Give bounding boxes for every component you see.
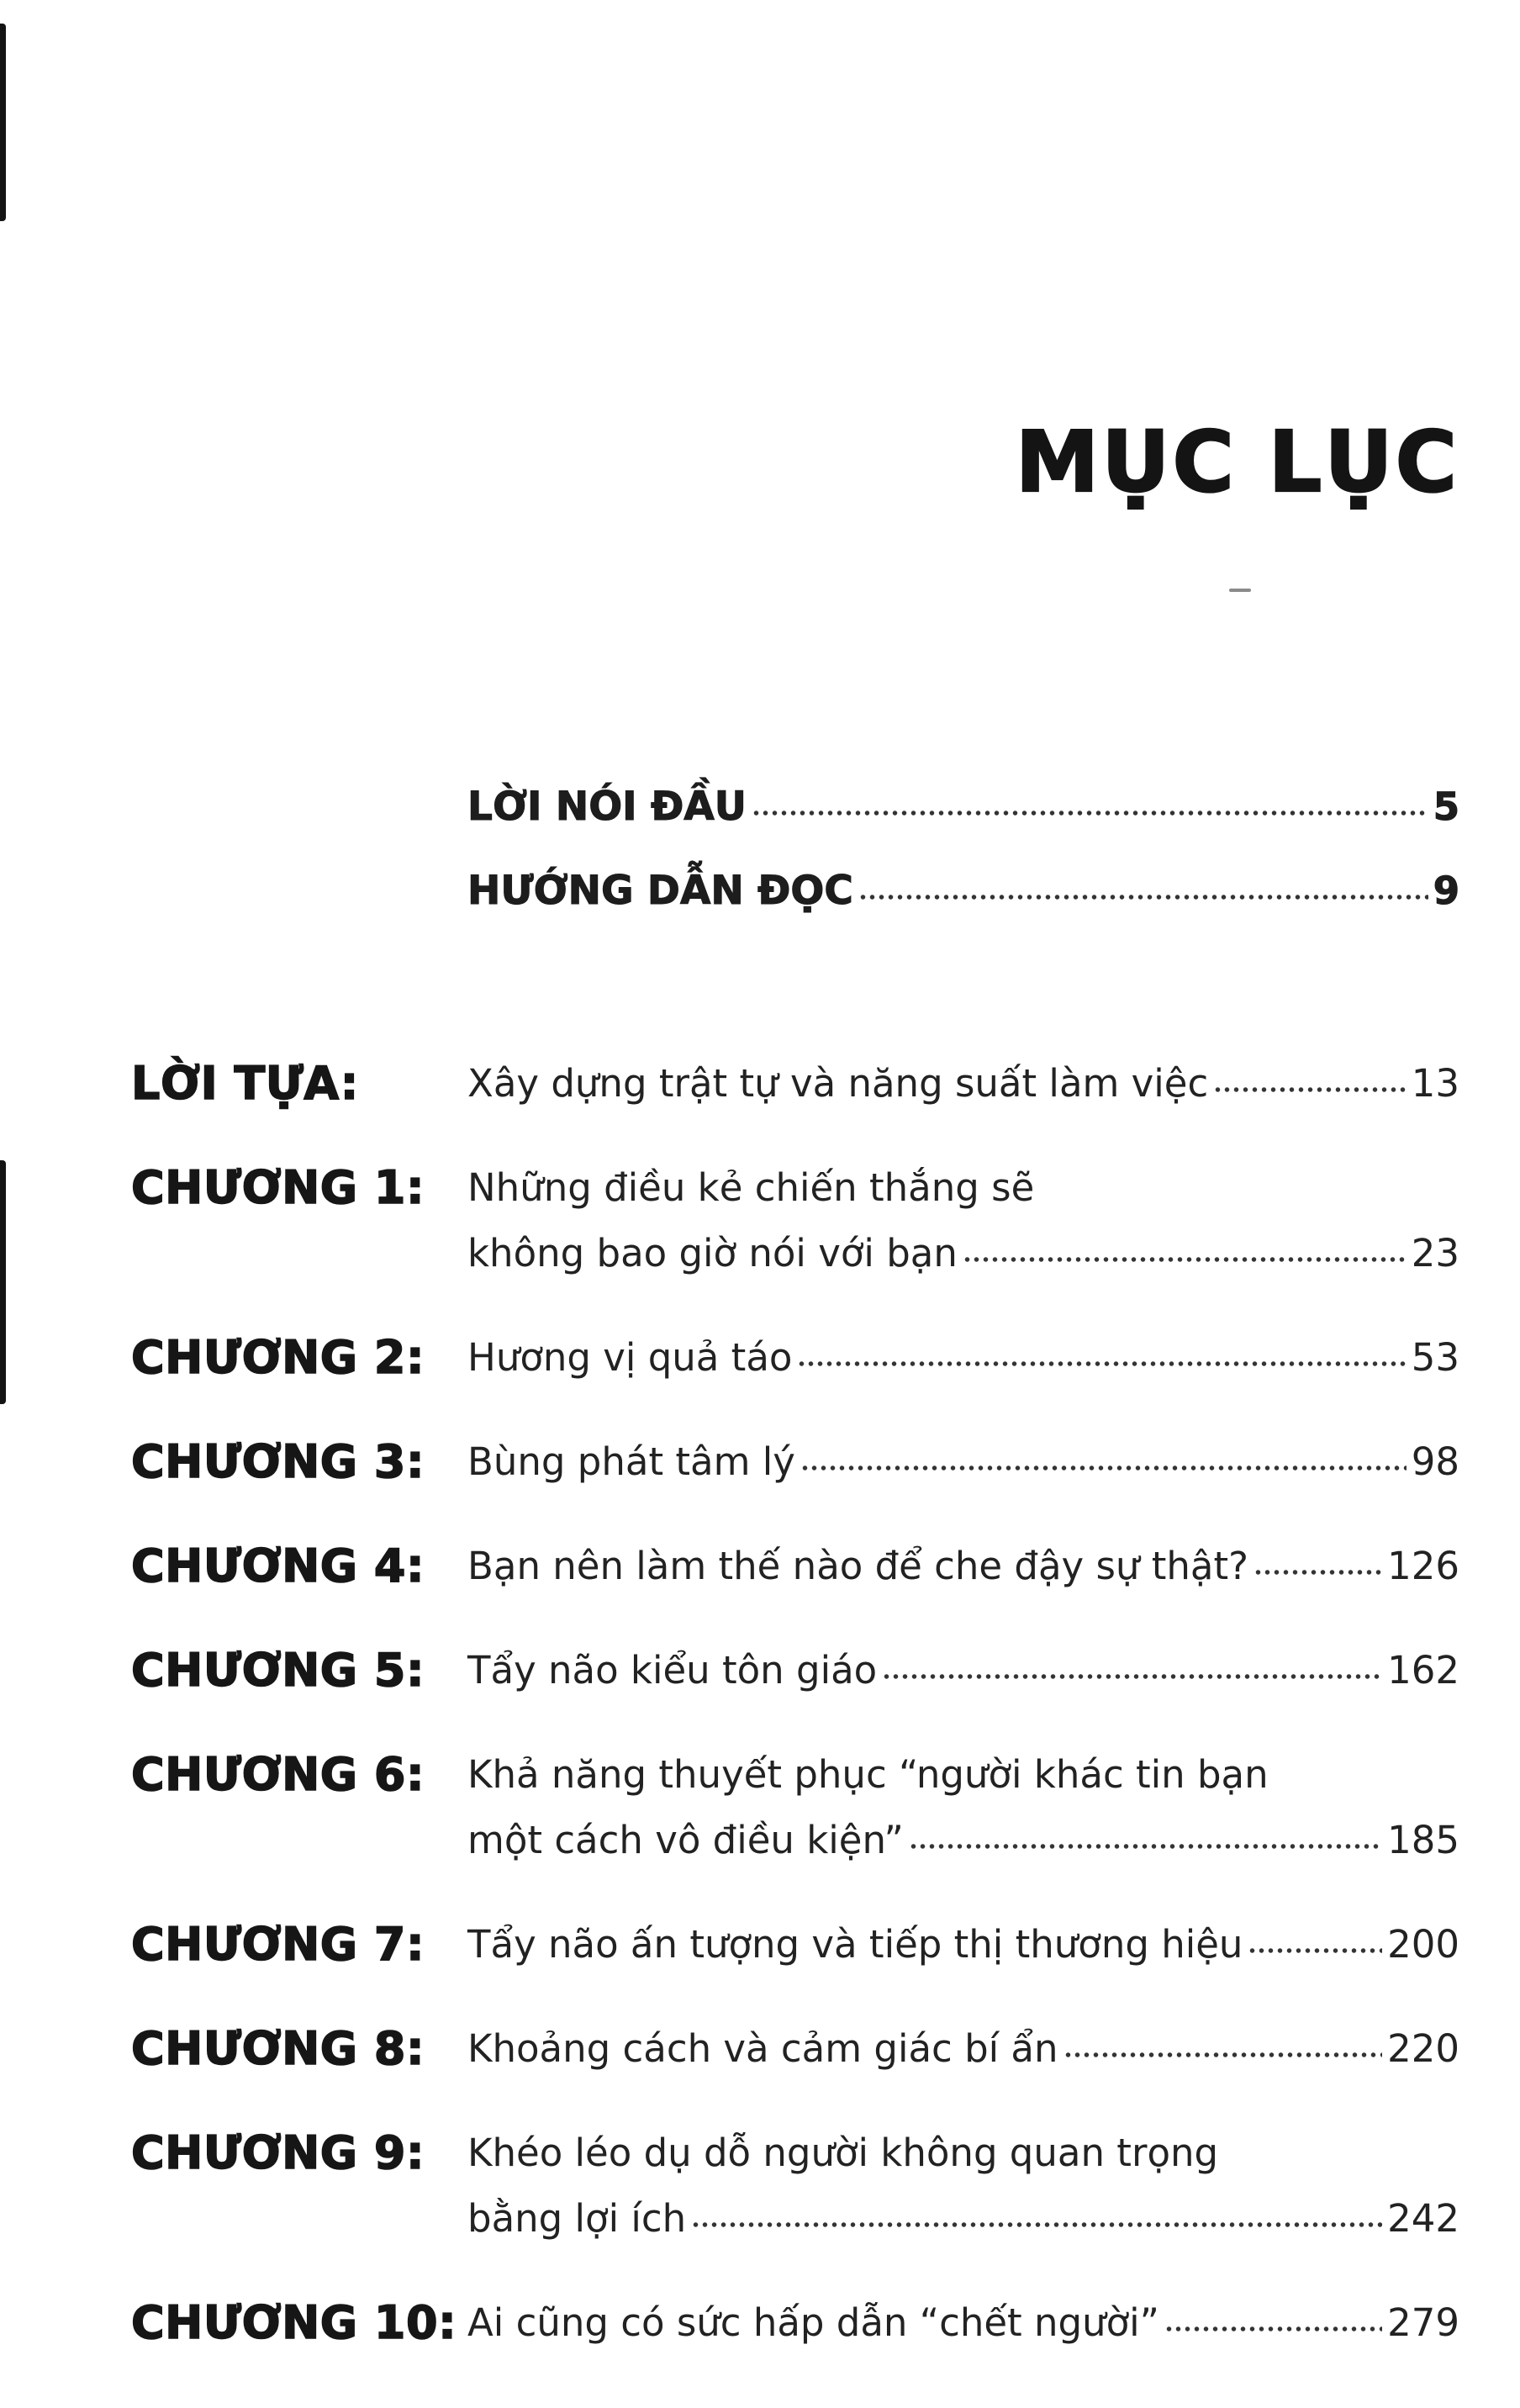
toc-entry xyxy=(131,2290,1459,2356)
entry-title: Ai cũng có sức hấp dẫn “chết người” xyxy=(467,2300,1159,2345)
toc-entry xyxy=(131,2016,1459,2082)
entry-content xyxy=(467,1534,1459,1599)
entry-line xyxy=(467,1155,1459,1221)
dot-leader xyxy=(797,1345,1406,1370)
chapter-label: CHƯƠNG 1: xyxy=(131,1161,425,1214)
toc-entry xyxy=(131,1638,1459,1703)
toc-entry xyxy=(467,866,1459,916)
page-number: 220 xyxy=(1387,2026,1459,2071)
entry-content xyxy=(467,1155,1459,1286)
page-number: 185 xyxy=(1387,1818,1459,1862)
chapter-label: CHƯƠNG 2: xyxy=(131,1331,425,1384)
entry-content xyxy=(467,1051,1459,1117)
entry-line xyxy=(467,2120,1459,2186)
entry-line xyxy=(467,1742,1459,1808)
dot-leader xyxy=(1253,1554,1382,1579)
entry-title: một cách vô điều kiện” xyxy=(467,1818,904,1862)
page-number: 23 xyxy=(1411,1231,1459,1275)
dot-leader xyxy=(1063,2036,1383,2062)
entry-title: Tẩy não kiểu tôn giáo xyxy=(467,1648,878,1692)
chapter-label: CHƯƠNG 10: xyxy=(131,2296,457,2349)
front-matter xyxy=(467,782,1459,916)
entry-title: LỜI NÓI ĐẦU xyxy=(467,784,747,830)
dot-leader xyxy=(691,2206,1382,2231)
dot-leader xyxy=(1164,2310,1382,2336)
dot-leader xyxy=(909,1828,1382,1853)
entry-title: Khả năng thuyết phục “người khác tin bạn xyxy=(467,1752,1269,1797)
toc-entry xyxy=(131,1534,1459,1599)
chapter-label: LỜI TỰA: xyxy=(131,1057,359,1110)
entry-line xyxy=(467,1051,1459,1117)
entry-content xyxy=(467,1638,1459,1703)
page-number: 200 xyxy=(1387,1922,1459,1967)
entry-content xyxy=(467,1429,1459,1495)
scan-edge-artifact xyxy=(0,1160,6,1404)
page-number: 162 xyxy=(1387,1648,1459,1692)
dot-leader xyxy=(963,1241,1407,1266)
entry-content xyxy=(467,2120,1459,2252)
chapter-label: CHƯƠNG 7: xyxy=(131,1918,425,1971)
toc-entry xyxy=(131,2120,1459,2252)
entry-line xyxy=(467,1808,1459,1873)
dot-leader xyxy=(752,795,1428,820)
entry-title: HƯỚNG DẪN ĐỌC xyxy=(467,868,853,914)
toc-entry xyxy=(131,1742,1459,1873)
toc-entry xyxy=(131,1912,1459,1978)
entry-content xyxy=(467,2016,1459,2082)
dot-leader xyxy=(800,1450,1407,1475)
chapter-label: CHƯƠNG 4: xyxy=(131,1539,425,1592)
toc-entry xyxy=(131,1155,1459,1286)
chapter-label: CHƯƠNG 6: xyxy=(131,1748,425,1801)
entry-line xyxy=(467,1221,1459,1286)
entry-line xyxy=(467,2016,1459,2082)
entry-line xyxy=(467,1638,1459,1703)
entry-title: Khéo léo dụ dỗ người không quan trọng xyxy=(467,2131,1219,2175)
page-number: 5 xyxy=(1433,784,1459,829)
page-title: MỤC LỤC xyxy=(1015,413,1459,511)
page-number: 279 xyxy=(1387,2300,1459,2345)
entry-line xyxy=(467,2290,1459,2356)
entry-line xyxy=(467,1325,1459,1391)
entry-line xyxy=(467,2186,1459,2252)
entry-line xyxy=(467,1429,1459,1495)
entry-title: Những điều kẻ chiến thắng sẽ xyxy=(467,1165,1035,1210)
dot-leader xyxy=(882,1658,1382,1683)
chapter-list xyxy=(131,1051,1459,2356)
toc-content xyxy=(131,413,1459,2395)
dot-leader xyxy=(1248,1932,1382,1957)
page-number: 9 xyxy=(1433,869,1459,913)
entry-content xyxy=(467,2290,1459,2356)
entry-title: Bùng phát tâm lý xyxy=(467,1439,795,1484)
entry-title: không bao giờ nói với bạn xyxy=(467,1231,958,1275)
scan-edge-artifact xyxy=(0,24,6,221)
page-number: 242 xyxy=(1387,2196,1459,2241)
entry-line xyxy=(467,1534,1459,1599)
chapter-label: CHƯƠNG 3: xyxy=(131,1435,425,1488)
entry-content xyxy=(467,1912,1459,1978)
toc-entry xyxy=(131,1051,1459,1117)
entry-content xyxy=(467,1742,1459,1873)
entry-title: Xây dựng trật tự và năng suất làm việc xyxy=(467,1061,1209,1106)
dot-leader xyxy=(858,879,1428,904)
entry-title: Bạn nên làm thế nào để che đậy sự thật? xyxy=(467,1544,1249,1588)
page-number: 126 xyxy=(1387,1544,1459,1588)
dot-leader xyxy=(1213,1071,1407,1096)
toc-entry xyxy=(467,782,1459,832)
entry-title: bằng lợi ích xyxy=(467,2196,687,2241)
entry-title: Hương vị quả táo xyxy=(467,1335,793,1380)
page-number: 53 xyxy=(1411,1335,1459,1380)
entry-title: Khoảng cách và cảm giác bí ẩn xyxy=(467,2026,1058,2071)
chapter-label: CHƯƠNG 9: xyxy=(131,2126,425,2179)
chapter-label: CHƯƠNG 5: xyxy=(131,1644,425,1697)
toc-entry xyxy=(131,1325,1459,1391)
page-number: 13 xyxy=(1411,1061,1459,1106)
entry-line xyxy=(467,1912,1459,1978)
entry-content xyxy=(467,1325,1459,1391)
entry-title: Tẩy não ấn tượng và tiếp thị thương hiệu xyxy=(467,1922,1243,1967)
toc-entry xyxy=(131,1429,1459,1495)
chapter-label: CHƯƠNG 8: xyxy=(131,2022,425,2075)
page-number: 98 xyxy=(1411,1439,1459,1484)
